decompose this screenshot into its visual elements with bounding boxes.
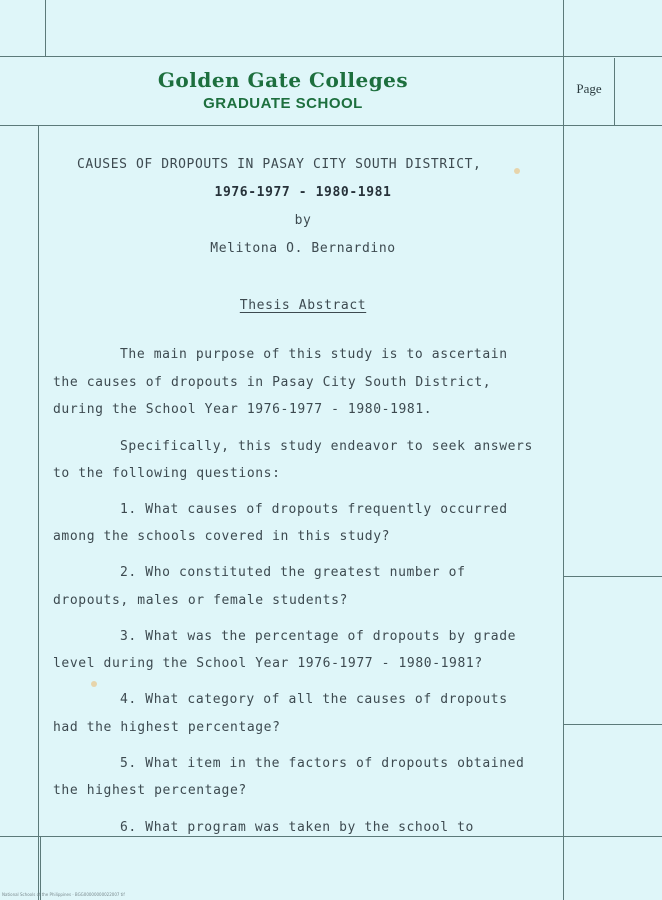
question-line: 1. What causes of dropouts frequently occurred: [120, 502, 508, 517]
body-line: The main purpose of this study is to ascertain: [120, 347, 508, 362]
page-label: Page: [576, 81, 602, 96]
question-line: dropouts, males or female students?: [53, 593, 348, 608]
bottom-rule: [0, 836, 662, 837]
question-line: the highest percentage?: [53, 783, 247, 798]
body-line: the causes of dropouts in Pasay City South District,: [53, 375, 492, 390]
header-top-rule: [0, 56, 662, 57]
by-label: by: [294, 213, 312, 228]
body-line: Specifically, this study endeavor to seek answers: [120, 439, 533, 454]
paper-stain: [514, 168, 520, 174]
bottom-left-rule: [40, 836, 41, 900]
body-line: to the following questions:: [53, 466, 281, 481]
document-title: CAUSES OF DROPOUTS IN PASAY CITY SOUTH DISTRICT,: [77, 157, 482, 172]
page-column-rule-right: [614, 58, 615, 126]
page-column-rule: [563, 0, 564, 900]
question-line: had the highest percentage?: [53, 720, 281, 735]
column-rule: [563, 576, 662, 577]
question-line: 3. What was the percentage of dropouts by grade: [120, 629, 517, 644]
question-line: level during the School Year 1976-1977 - 1980-1981?: [53, 656, 483, 671]
question-line: 4. What category of all the causes of dropouts: [120, 692, 508, 707]
left-margin-rule: [38, 125, 39, 900]
school-name: GRADUATE SCHOOL: [203, 95, 363, 112]
question-line: 6. What program was taken by the school to: [120, 820, 474, 835]
author-name: Melitona O. Bernardino: [210, 241, 396, 256]
paper-stain: [91, 681, 97, 687]
question-line: 2. Who constituted the greatest number of: [120, 565, 466, 580]
column-rule: [563, 724, 662, 725]
scan-footer: National Schools of the Philippines · BGG00000000022007 tif: [2, 892, 125, 897]
header-bottom-rule: [0, 125, 662, 126]
document-years: 1976-1977 - 1980-1981: [214, 185, 392, 200]
left-margin-rule: [45, 0, 46, 56]
question-line: among the schools covered in this study?: [53, 529, 391, 544]
body-line: during the School Year 1976-1977 - 1980-1981.: [53, 402, 433, 417]
question-line: 5. What item in the factors of dropouts obtained: [120, 756, 525, 771]
section-heading: Thesis Abstract: [239, 298, 367, 313]
institution-name: Golden Gate Colleges: [157, 68, 409, 92]
